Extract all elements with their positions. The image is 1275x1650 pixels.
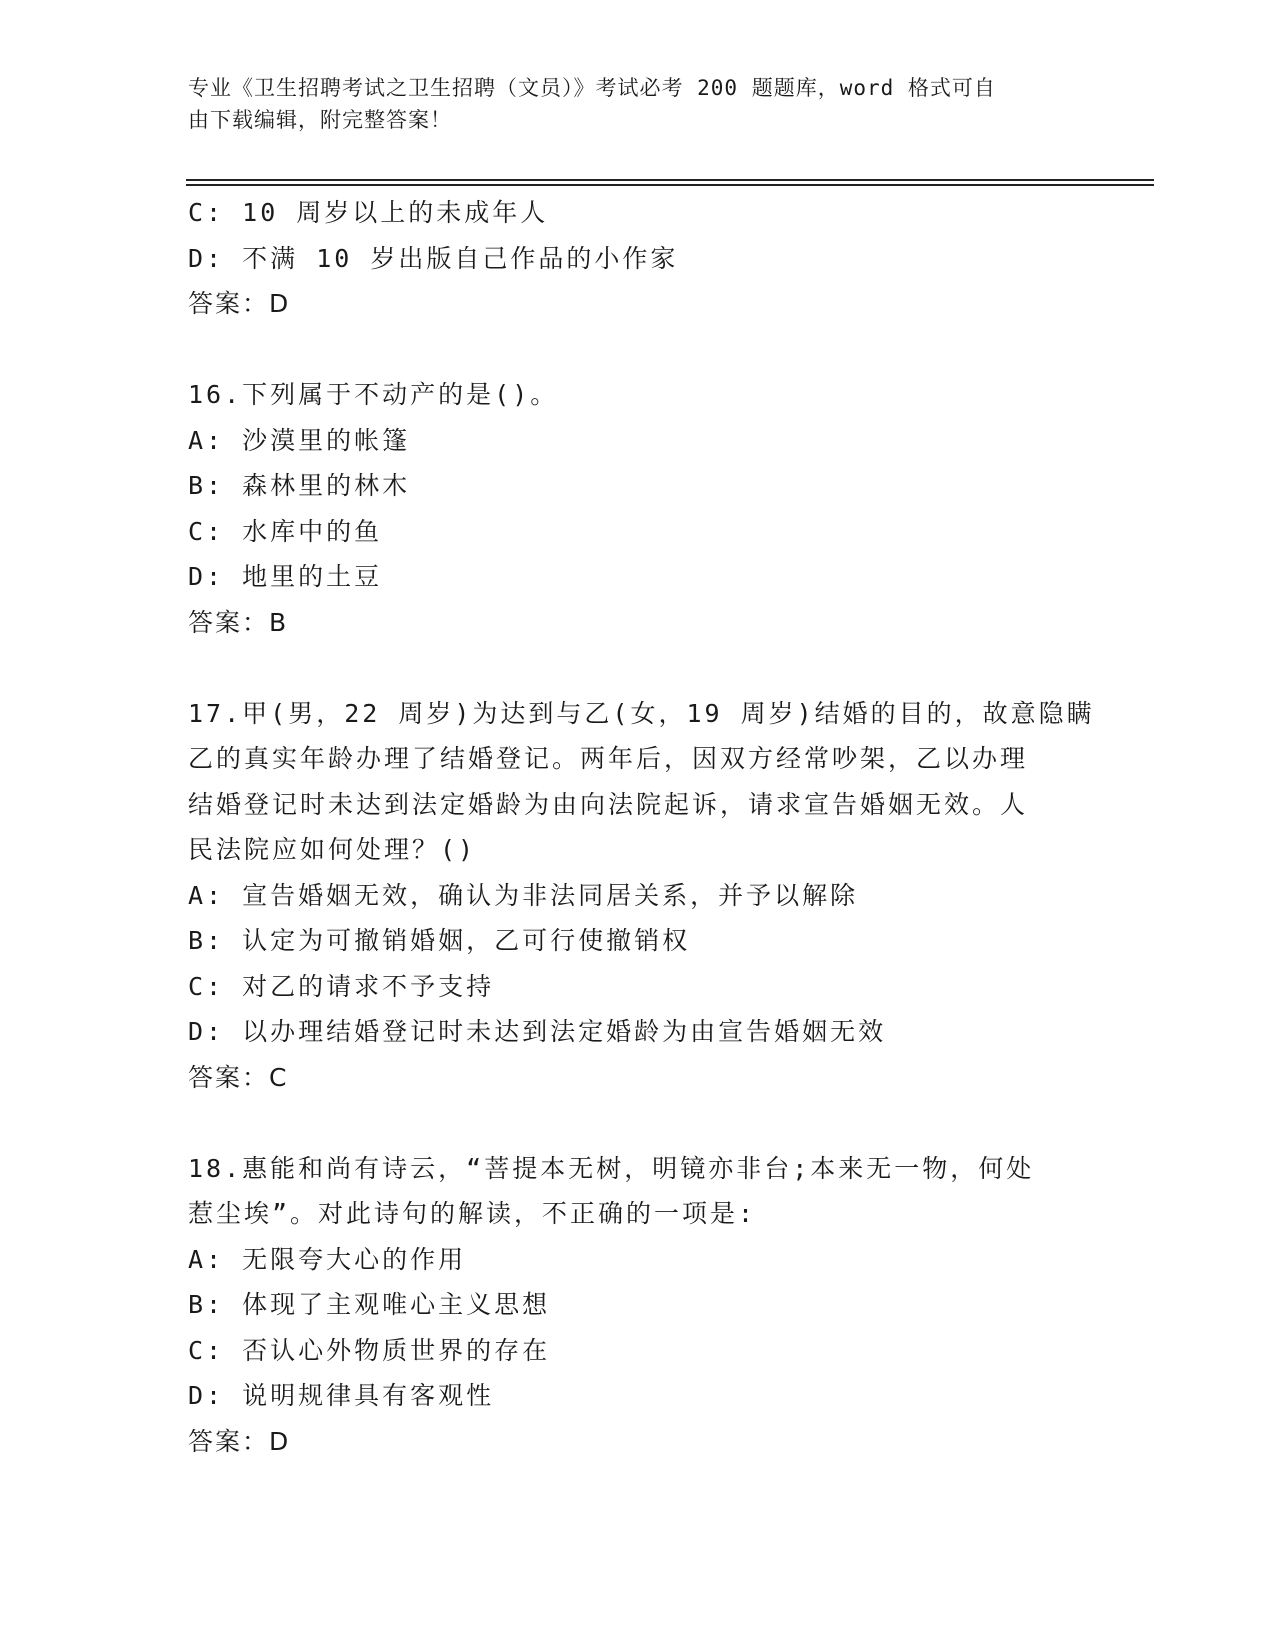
q17-option-d: D: 以办理结婚登记时未达到法定婚龄为由宣告婚姻无效	[188, 1017, 887, 1046]
question-spacer	[188, 1100, 1108, 1146]
q15-option-c: C: 10 周岁以上的未成年人	[188, 198, 549, 227]
question-16	[188, 372, 1108, 645]
q18-option-c: C: 否认心外物质世界的存在	[188, 1335, 551, 1365]
question-spacer	[188, 327, 1108, 373]
q17-question-line-3: 结婚登记时未达到法定婚龄为由向法院起诉，请求宣告婚姻无效。人	[188, 789, 1029, 819]
q16-option-a: A: 沙漠里的帐篷	[188, 425, 411, 455]
q17-answer: 答案：C	[188, 1062, 289, 1092]
q16-option-d: D: 地里的土豆	[188, 562, 383, 591]
q18-option-b: B: 体现了主观唯心主义思想	[188, 1290, 551, 1319]
q16-option-c: C: 水库中的鱼	[188, 516, 383, 546]
header-line-2: 由下载编辑，附完整答案！	[188, 108, 452, 132]
q16-question: 16.下列属于不动产的是()。	[188, 380, 559, 409]
question-15-continued	[188, 190, 1108, 327]
question-list	[188, 190, 1108, 1464]
header-divider-bottom	[186, 184, 1154, 186]
q17-option-c: C: 对乙的请求不予支持	[188, 971, 495, 1001]
q17-question-line-4: 民法院应如何处理？()	[188, 835, 477, 864]
q18-option-a: A: 无限夸大心的作用	[188, 1244, 467, 1274]
q15-option-d: D: 不满 10 岁出版自己作品的小作家	[188, 243, 679, 273]
q17-option-b: B: 认定为可撤销婚姻，乙可行使撤销权	[188, 926, 691, 955]
document-header	[188, 72, 1068, 136]
q18-answer: 答案：D	[188, 1426, 291, 1456]
q18-question-line-1: 18.惠能和尚有诗云，“菩提本无树，明镜亦非台;本来无一物，何处	[188, 1153, 1035, 1183]
q16-answer: 答案：B	[188, 607, 289, 637]
q17-question-line-1: 17.甲(男，22 周岁)为达到与乙(女，19 周岁)结婚的目的，故意隐瞒	[188, 698, 1095, 728]
header-divider-top	[186, 179, 1154, 181]
header-line-1: 专业《卫生招聘考试之卫生招聘（文员）》考试必考 200 题题库，word 格式可自	[188, 76, 996, 100]
q17-question-line-2: 乙的真实年龄办理了结婚登记。两年后，因双方经常吵架，乙以办理	[188, 744, 1029, 773]
question-spacer	[188, 645, 1108, 691]
q17-option-a: A: 宣告婚姻无效，确认为非法同居关系，并予以解除	[188, 880, 859, 910]
question-17	[188, 691, 1108, 1101]
q15-answer: 答案：D	[188, 289, 291, 318]
q18-option-d: D: 说明规律具有客观性	[188, 1381, 495, 1410]
question-18	[188, 1146, 1108, 1465]
q18-question-line-2: 惹尘埃”。对此诗句的解读，不正确的一项是:	[188, 1199, 757, 1228]
q16-option-b: B: 森林里的林木	[188, 471, 411, 500]
